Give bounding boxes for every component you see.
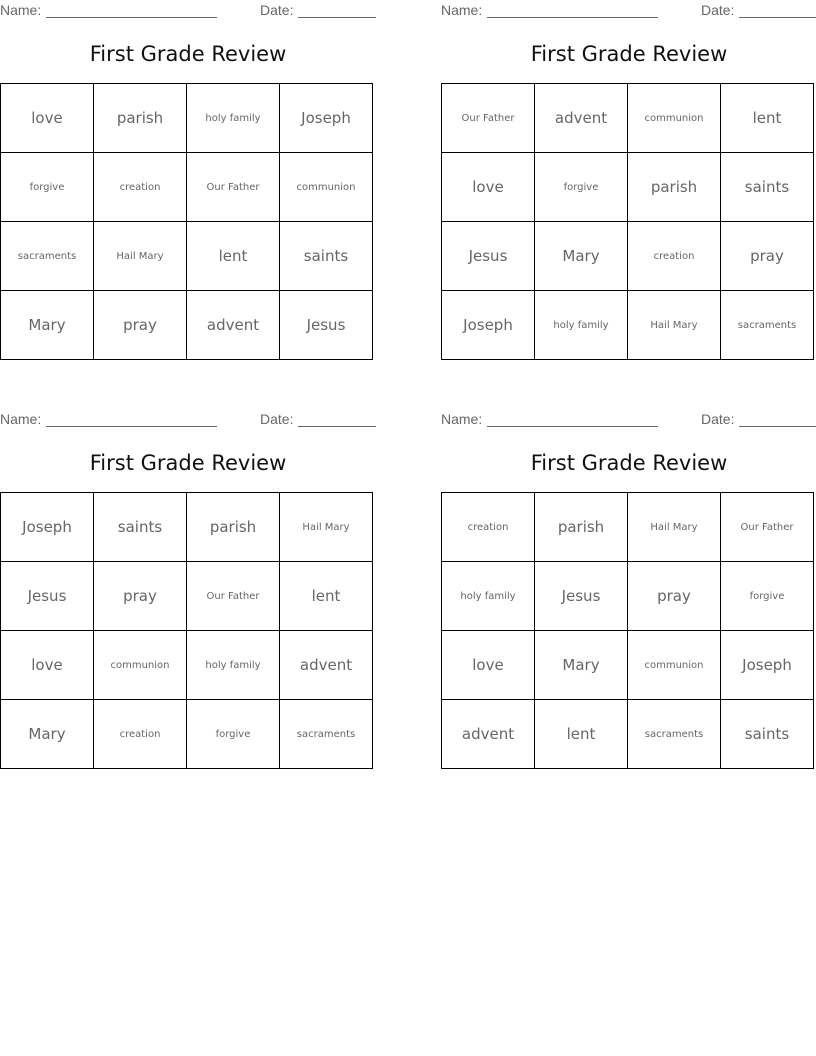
grid-row bbox=[1, 700, 373, 769]
grid-cell: Mary bbox=[1, 700, 94, 769]
grid-cell: love bbox=[442, 631, 535, 700]
grid-cell: parish bbox=[535, 493, 628, 562]
grid-cell: Mary bbox=[535, 222, 628, 291]
name-label: Name: bbox=[0, 2, 42, 18]
grid-cell: Hail Mary bbox=[628, 493, 721, 562]
bingo-grid bbox=[0, 492, 373, 769]
grid-cell: Mary bbox=[1, 291, 94, 360]
grid-row bbox=[1, 562, 373, 631]
card-header bbox=[441, 2, 816, 20]
grid-cell: Our Father bbox=[187, 562, 280, 631]
grid-cell: communion bbox=[628, 631, 721, 700]
grid-row bbox=[442, 84, 814, 153]
grid-cell: creation bbox=[94, 700, 187, 769]
grid-cell: pray bbox=[628, 562, 721, 631]
bingo-grid bbox=[441, 83, 814, 360]
date-label: Date: bbox=[701, 2, 735, 18]
grid-cell: forgive bbox=[535, 153, 628, 222]
grid-cell: forgive bbox=[721, 562, 814, 631]
grid-cell: parish bbox=[94, 84, 187, 153]
card-header bbox=[0, 411, 376, 429]
grid-cell: Hail Mary bbox=[628, 291, 721, 360]
grid-cell: Joseph bbox=[280, 84, 373, 153]
grid-cell: advent bbox=[535, 84, 628, 153]
grid-cell: Joseph bbox=[721, 631, 814, 700]
grid-cell: Our Father bbox=[721, 493, 814, 562]
grid-cell: parish bbox=[187, 493, 280, 562]
grid-row bbox=[1, 84, 373, 153]
date-field[interactable] bbox=[298, 17, 376, 18]
grid-row bbox=[1, 493, 373, 562]
card-header bbox=[441, 411, 816, 429]
grid-cell: advent bbox=[442, 700, 535, 769]
name-field[interactable] bbox=[487, 426, 658, 427]
grid-cell: love bbox=[442, 153, 535, 222]
grid-cell: Jesus bbox=[442, 222, 535, 291]
grid-cell: pray bbox=[94, 562, 187, 631]
name-label: Name: bbox=[441, 411, 483, 427]
bingo-grid bbox=[0, 83, 373, 360]
grid-cell: advent bbox=[280, 631, 373, 700]
grid-cell: communion bbox=[94, 631, 187, 700]
grid-cell: saints bbox=[280, 222, 373, 291]
grid-cell: pray bbox=[721, 222, 814, 291]
grid-cell: lent bbox=[721, 84, 814, 153]
grid-cell: Our Father bbox=[187, 153, 280, 222]
grid-cell: Joseph bbox=[1, 493, 94, 562]
grid-cell: love bbox=[1, 631, 94, 700]
grid-cell: holy family bbox=[187, 84, 280, 153]
name-field[interactable] bbox=[46, 426, 217, 427]
grid-cell: Jesus bbox=[280, 291, 373, 360]
card-title: First Grade Review bbox=[530, 451, 728, 475]
card-title: First Grade Review bbox=[530, 42, 728, 66]
grid-cell: love bbox=[1, 84, 94, 153]
grid-row bbox=[442, 493, 814, 562]
grid-cell: pray bbox=[94, 291, 187, 360]
name-label: Name: bbox=[0, 411, 42, 427]
grid-cell: sacraments bbox=[1, 222, 94, 291]
date-label: Date: bbox=[701, 411, 735, 427]
card-title: First Grade Review bbox=[89, 42, 287, 66]
grid-cell: forgive bbox=[1, 153, 94, 222]
grid-cell: creation bbox=[628, 222, 721, 291]
grid-cell: holy family bbox=[442, 562, 535, 631]
grid-cell: Hail Mary bbox=[94, 222, 187, 291]
grid-cell: holy family bbox=[535, 291, 628, 360]
grid-cell: saints bbox=[721, 700, 814, 769]
grid-cell: Mary bbox=[535, 631, 628, 700]
grid-cell: saints bbox=[721, 153, 814, 222]
card-header bbox=[0, 2, 376, 20]
grid-cell: Jesus bbox=[1, 562, 94, 631]
name-field[interactable] bbox=[487, 17, 658, 18]
date-field[interactable] bbox=[298, 426, 376, 427]
grid-cell: creation bbox=[94, 153, 187, 222]
grid-row bbox=[442, 222, 814, 291]
grid-cell: lent bbox=[280, 562, 373, 631]
name-label: Name: bbox=[441, 2, 483, 18]
grid-cell: creation bbox=[442, 493, 535, 562]
grid-cell: holy family bbox=[187, 631, 280, 700]
grid-cell: Jesus bbox=[535, 562, 628, 631]
grid-row bbox=[1, 291, 373, 360]
card-title: First Grade Review bbox=[89, 451, 287, 475]
grid-cell: Our Father bbox=[442, 84, 535, 153]
grid-cell: communion bbox=[280, 153, 373, 222]
grid-cell: Joseph bbox=[442, 291, 535, 360]
grid-cell: sacraments bbox=[628, 700, 721, 769]
grid-cell: sacraments bbox=[721, 291, 814, 360]
grid-cell: saints bbox=[94, 493, 187, 562]
date-field[interactable] bbox=[739, 17, 816, 18]
grid-row bbox=[1, 222, 373, 291]
grid-cell: lent bbox=[187, 222, 280, 291]
grid-row bbox=[442, 562, 814, 631]
grid-cell: advent bbox=[187, 291, 280, 360]
grid-cell: forgive bbox=[187, 700, 280, 769]
name-field[interactable] bbox=[46, 17, 217, 18]
grid-row bbox=[442, 700, 814, 769]
grid-cell: sacraments bbox=[280, 700, 373, 769]
grid-cell: Hail Mary bbox=[280, 493, 373, 562]
grid-cell: lent bbox=[535, 700, 628, 769]
grid-row bbox=[442, 631, 814, 700]
date-label: Date: bbox=[260, 411, 294, 427]
date-field[interactable] bbox=[739, 426, 816, 427]
grid-row bbox=[442, 153, 814, 222]
grid-row bbox=[442, 291, 814, 360]
grid-cell: communion bbox=[628, 84, 721, 153]
bingo-grid bbox=[441, 492, 814, 769]
grid-row bbox=[1, 631, 373, 700]
grid-cell: parish bbox=[628, 153, 721, 222]
date-label: Date: bbox=[260, 2, 294, 18]
grid-row bbox=[1, 153, 373, 222]
